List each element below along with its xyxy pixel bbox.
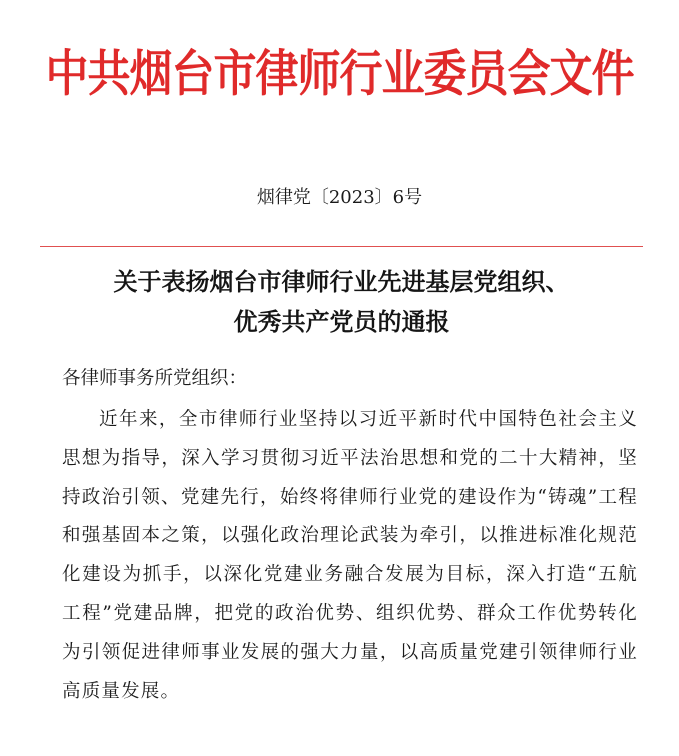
notice-title [40, 262, 643, 342]
notice-title-line-2: 优秀共产党员的通报 [233, 308, 450, 336]
red-divider-line [40, 246, 643, 247]
document-header-title: 中共烟台市律师行业委员会文件 [45, 45, 634, 104]
body-paragraph-1: 近年来，全市律师行业坚持以习近平新时代中国特色社会主义思想为指导，深入学习贯彻习近平法治思想和党的二十大精神，坚持政治引领、党建先行，始终将律师行业党的建设作为“铸魂”工程和强基固本之策，以强化政治理论武装为牵引，以推进标准化规范化建设为抓手，以深化党建业务融合发展为目标，深入打造“五航工程”党建品牌，把党的政治优势、组织优势、群众工作优势转化为引领促进律师事业发展的强大力量，以高质量党建引领律师行业高质量发展。 [62, 409, 638, 702]
document-number: 烟律党〔2023〕6号 [256, 187, 423, 208]
notice-title-line-1: 关于表扬烟台市律师行业先进基层党组织、 [113, 268, 570, 296]
salutation: 各律师事务所党组织： [62, 368, 248, 389]
